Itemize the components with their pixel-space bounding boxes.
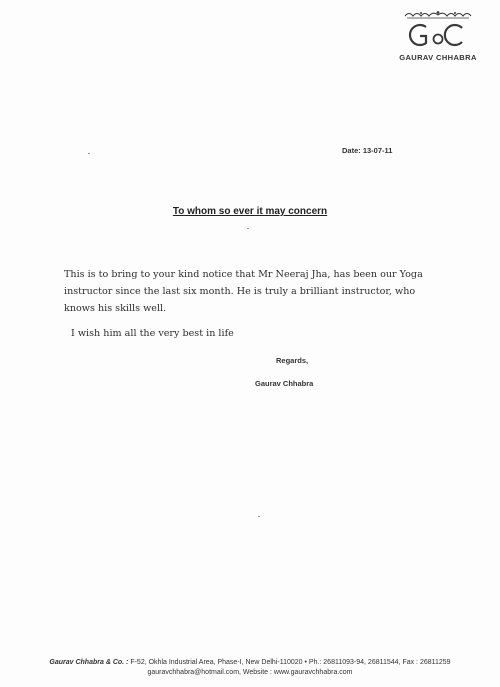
scan-speck bbox=[258, 516, 260, 517]
goc-monogram-icon bbox=[407, 20, 469, 50]
body-paragraph: This is to bring to your kind notice that Mr Neeraj Jha, has been our Yoga instructor since the last six month. He is truly a brilliant instructor, who knows his skills well. bbox=[64, 269, 423, 314]
letterhead-logo bbox=[398, 10, 478, 62]
brand-name: GAURAV CHHABRA bbox=[399, 53, 477, 62]
letter-wish: I wish him all the very best in life bbox=[71, 328, 234, 339]
footer-contact: gauravchhabra@hotmail.com, Website : www.gauravchhabra.com bbox=[147, 669, 353, 676]
footer-address: F-52, Okhla Industrial Area, Phase-I, New Delhi-110020 • Ph.: 26811093-94, 26811544, Fax : 26811259 bbox=[128, 659, 451, 666]
footer-address-line bbox=[0, 658, 500, 668]
crown-ornament-icon bbox=[403, 10, 473, 20]
scan-speck bbox=[247, 228, 249, 229]
scan-speck bbox=[88, 153, 90, 154]
letter-date: Date: 13-07-11 bbox=[342, 146, 393, 155]
letter-subject: To whom so ever it may concern bbox=[172, 206, 328, 217]
footer-company: Gaurav Chhabra & Co. : bbox=[49, 659, 129, 666]
letter-signer: Gaurav Chhabra bbox=[255, 379, 314, 388]
letter-body bbox=[64, 266, 444, 317]
letterhead-footer bbox=[0, 658, 500, 678]
letter-closing: Regards, bbox=[276, 356, 309, 365]
